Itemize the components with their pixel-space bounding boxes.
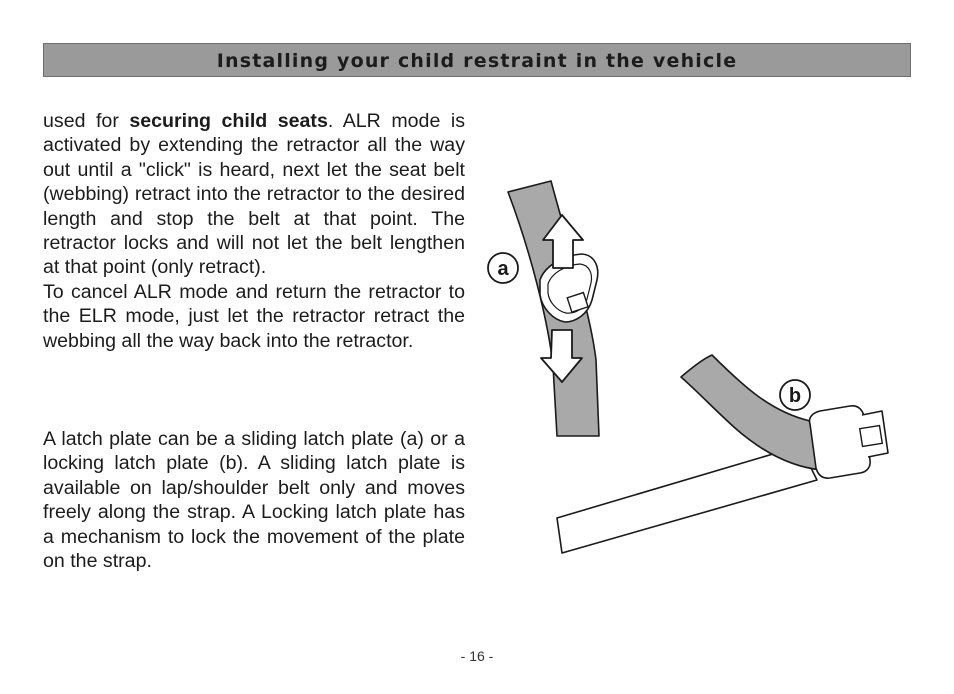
body-text-bottom — [43, 427, 465, 573]
paragraph-alr-bold: securing child seats — [129, 110, 328, 132]
paragraph-alr-prefix: used for — [43, 110, 130, 132]
lower-belt-strap — [557, 446, 817, 553]
label-a: a — [497, 258, 509, 280]
section-title: Installing your child restraint in the vehicle — [216, 50, 738, 72]
paragraph-cancel-alr: To cancel ALR mode and return the retractor to the ELR mode, just let the retractor retract the webbing all the way back into the retractor. — [43, 280, 465, 352]
section-header — [43, 43, 911, 77]
belt-b — [681, 355, 822, 470]
latch-plate-illustration — [475, 170, 900, 560]
paragraph-alr-mode — [43, 109, 465, 280]
paragraph-latch-plate: A latch plate can be a sliding latch plate (a) or a locking latch plate (b). A sliding latch plate is available on lap/shoulder belt only and moves freely along the strap. A Locking latch plate has a mechanism to lock the movement of the plate on the strap. — [43, 428, 465, 573]
locking-latch-plate — [809, 406, 888, 478]
body-text-top — [43, 109, 465, 353]
paragraph-alr-suffix: . ALR mode is activated by extending the retractor all the way out until a "click" is heard, next let the seat belt (webbing) retract into the retractor to the desired length and stop the belt at that point. The retractor locks and will not let the belt lengthen at that point (only retract). — [43, 110, 465, 279]
label-b: b — [788, 385, 802, 407]
page-number: - 16 - — [460, 648, 494, 664]
